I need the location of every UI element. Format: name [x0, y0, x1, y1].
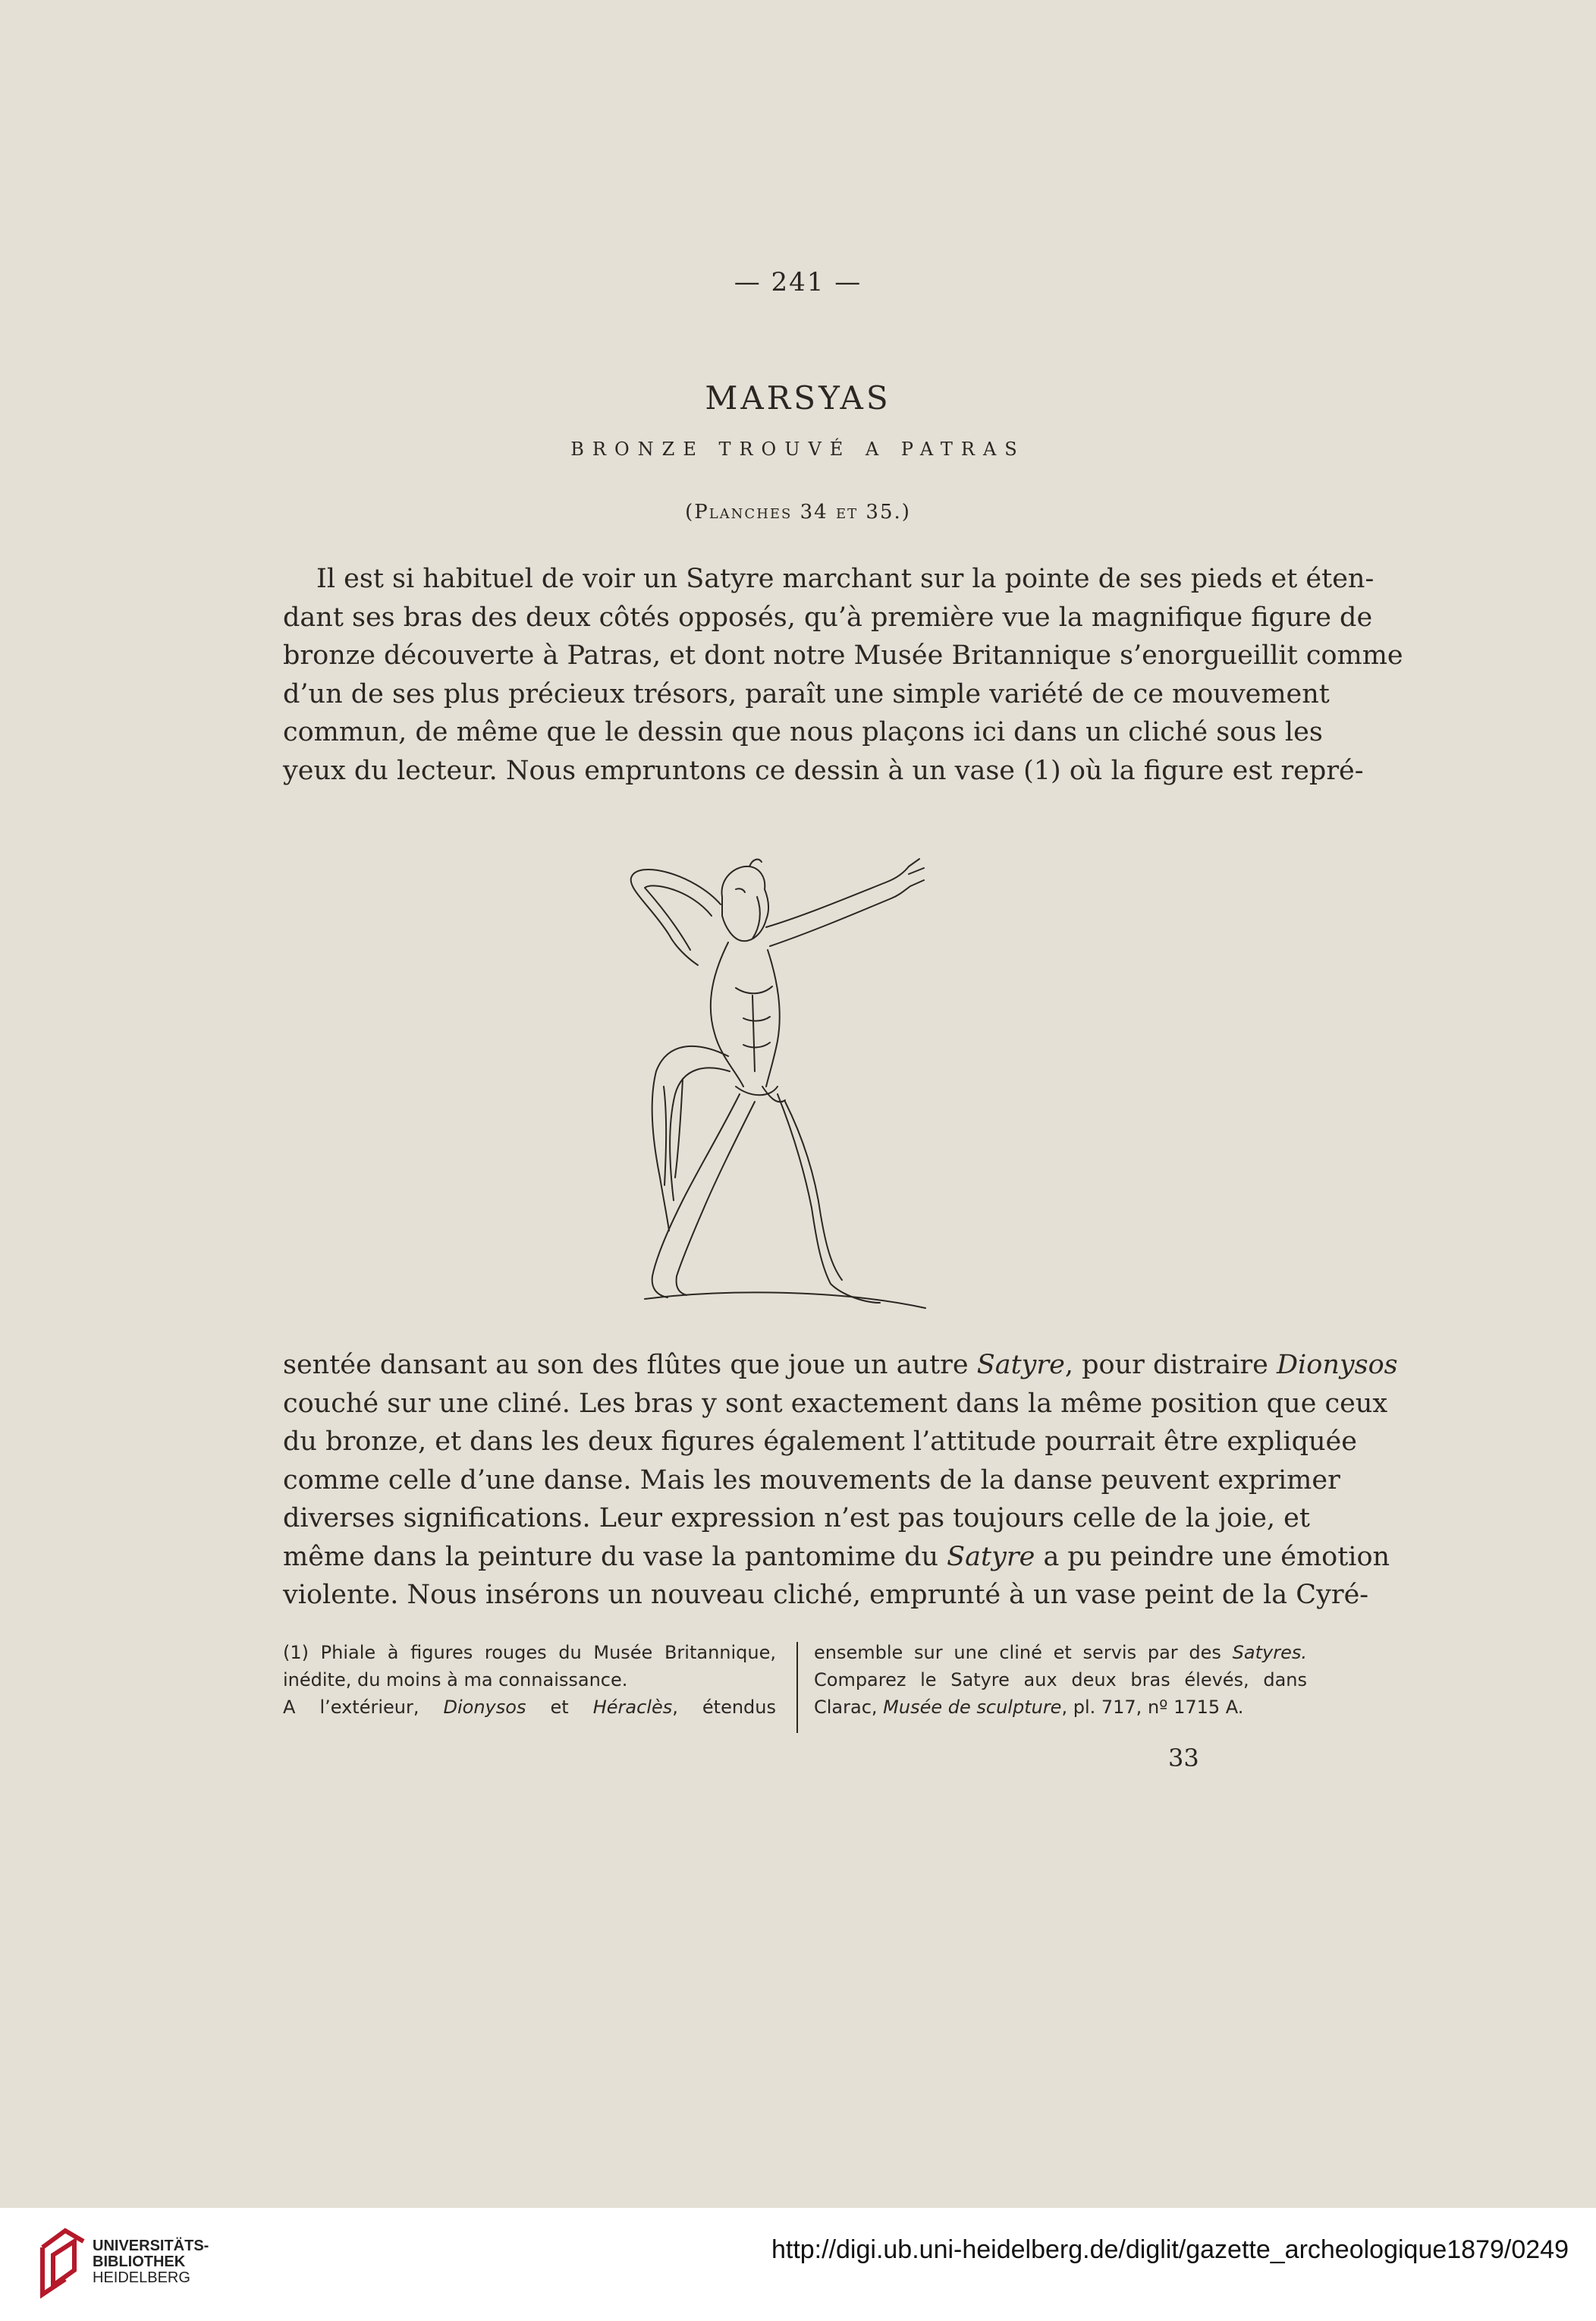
text-segment: , pl. 717, nº 1715 A.	[1061, 1697, 1244, 1718]
text-line: Il est si habituel de voir un Satyre marchant sur la pointe de ses pieds et éten-	[316, 564, 1375, 594]
satyr-illustration	[622, 844, 963, 1314]
italic-text: Satyre	[976, 1350, 1065, 1380]
text-line	[283, 1346, 1398, 1385]
text-segment: ensemble sur une cliné et servis par des	[814, 1642, 1233, 1663]
paragraph-1	[283, 560, 1403, 790]
italic-text: Musée de sculpture	[883, 1697, 1062, 1718]
text-line: bronze découverte à Patras, et dont notre Musée Britannique s’enorgueillit comme	[283, 640, 1403, 671]
permalink-url[interactable]: http://digi.ub.uni-heidelberg.de/diglit/gazette_archeologique1879/0249	[771, 2235, 1569, 2264]
text-segment: , pour distraire	[1064, 1350, 1277, 1380]
footnote-line	[283, 1694, 776, 1721]
plates-reference: (Planches 34 et 35.)	[685, 501, 911, 524]
footnote-left-column	[283, 1639, 776, 1721]
library-name-line: HEIDELBERG	[93, 2269, 190, 2286]
text-line: diverses significations. Leur expression n’est pas toujours celle de la joie, et	[283, 1503, 1310, 1533]
text-segment: A l’extérieur,	[283, 1697, 444, 1718]
text-line: violente. Nous insérons un nouveau cliché, emprunté à un vase peint de la Cyré-	[283, 1580, 1369, 1610]
page-number: — 241 —	[734, 267, 862, 297]
footnotes	[283, 1639, 1307, 1738]
italic-text: Héraclès	[592, 1697, 673, 1718]
library-name	[93, 2238, 209, 2286]
italic-text: Satyre	[947, 1541, 1035, 1572]
text-line: comme celle d’une danse. Mais les mouvements de la danse peuvent exprimer	[283, 1464, 1340, 1495]
text-line: yeux du lecteur. Nous empruntons ce dessin à un vase (1) où la figure est repré-	[283, 755, 1364, 786]
text-line: dant ses bras des deux côtés opposés, qu’à première vue la magnifique figure de	[283, 602, 1373, 633]
text-segment: , étendus	[672, 1697, 776, 1718]
italic-text: Dionysos	[1277, 1350, 1398, 1380]
university-library-logo-icon	[36, 2225, 90, 2301]
paragraph-2	[283, 1346, 1398, 1615]
footnote-line: (1) Phiale à figures rouges du Musée Britannique,	[283, 1642, 776, 1663]
text-line	[283, 1538, 1390, 1577]
library-name-line: BIBLIOTHEK	[93, 2253, 186, 2270]
printer-signature: 33	[1168, 1744, 1199, 1772]
italic-text: Dionysos	[443, 1697, 526, 1718]
footnote-divider	[796, 1642, 798, 1733]
footnote-line	[814, 1694, 1307, 1721]
text-segment: sentée dansant au son des flûtes que joue un autre	[283, 1350, 977, 1380]
text-segment: a pu peindre une émotion	[1035, 1541, 1390, 1572]
text-line: commun, de même que le dessin que nous plaçons ici dans un cliché sous les	[283, 717, 1323, 747]
text-segment: Clarac,	[814, 1697, 884, 1718]
footnote-line: inédite, du moins à ma connaissance.	[283, 1669, 628, 1690]
text-segment: même dans la peinture du vase la pantomime du	[283, 1541, 947, 1572]
article-subtitle: BRONZE TROUVÉ A PATRAS	[570, 439, 1026, 460]
text-line: couché sur une cliné. Les bras y sont exactement dans la même position que ceux	[283, 1388, 1388, 1419]
text-line: du bronze, et dans les deux figures également l’attitude pourrait être expliquée	[283, 1426, 1357, 1457]
italic-text: Satyres.	[1232, 1642, 1307, 1663]
library-name-line: UNIVERSITÄTS-	[93, 2238, 209, 2254]
text-line: d’un de ses plus précieux trésors, paraît une simple variété de ce mouvement	[283, 678, 1330, 709]
footnote-line	[814, 1639, 1307, 1666]
text-segment: et	[526, 1697, 593, 1718]
article-title: MARSYAS	[705, 379, 891, 417]
footnote-right-column	[814, 1639, 1307, 1721]
footnote-line: Comparez le Satyre aux deux bras élevés, dans	[814, 1669, 1307, 1690]
